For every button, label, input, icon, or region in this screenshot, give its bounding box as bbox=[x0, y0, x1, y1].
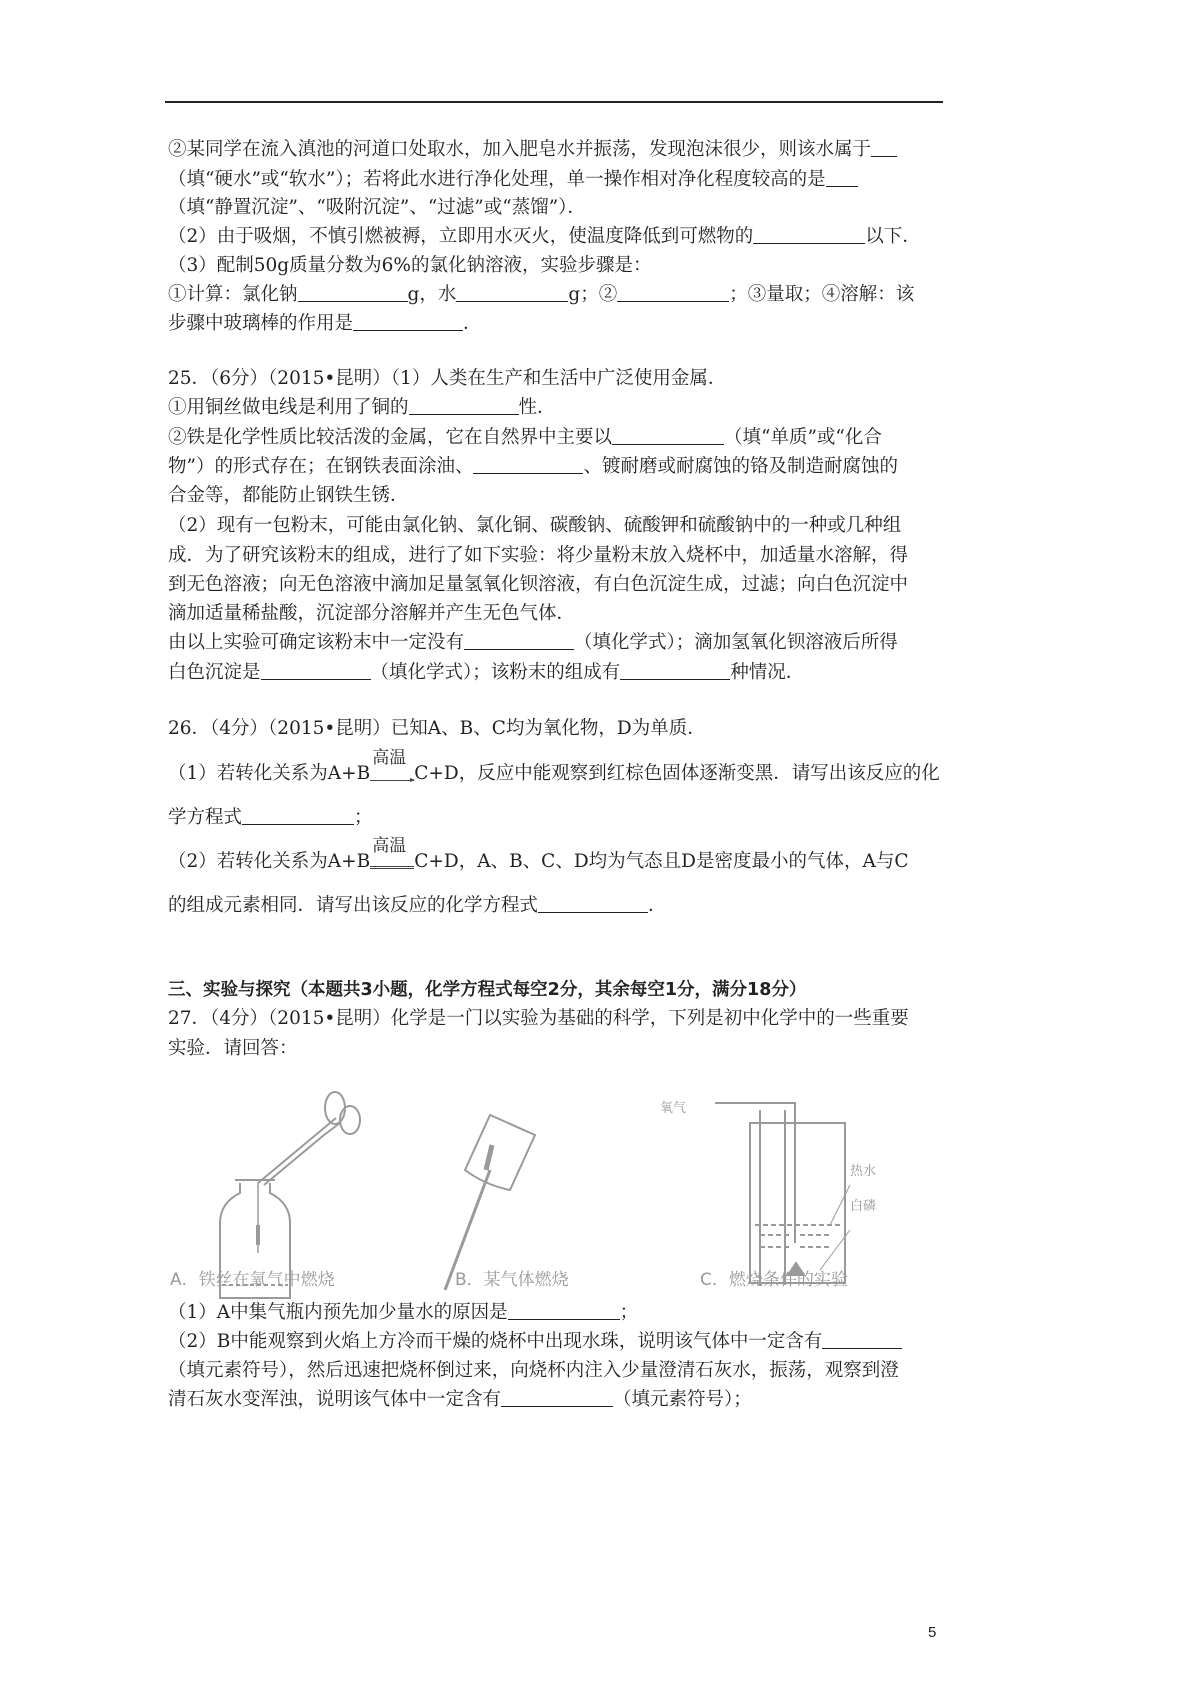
text-segment: ． bbox=[463, 313, 482, 334]
answer-blank bbox=[620, 661, 730, 680]
header-rule bbox=[165, 101, 943, 103]
text-segment: g；② bbox=[568, 284, 618, 305]
text-segment: 到无色溶液；向无色溶液中滴加足量氢氧化钡溶液，有白色沉淀生成，过滤；向白色沉淀中 bbox=[168, 574, 909, 595]
text-line bbox=[168, 836, 909, 874]
text-line bbox=[168, 455, 898, 479]
text-segment: ②铁是化学性质比较活泼的金属，它在自然界中主要以 bbox=[168, 427, 613, 448]
text-segment: 物”）的形式存在；在钢铁表面涂油、 bbox=[168, 456, 474, 477]
answer-blank bbox=[612, 426, 724, 445]
answer-blank bbox=[456, 283, 568, 302]
text-segment: ． bbox=[648, 895, 667, 916]
text-segment: ； bbox=[619, 1302, 639, 1323]
text-segment: 27．（4分）（2015•昆明）化学是一门以实验为基础的科学，下列是初中化学中的一些重要 bbox=[168, 1008, 909, 1029]
text-segment: C+D，反应中能观察到红棕色固体逐渐变黑．请写出该反应的化 bbox=[414, 763, 940, 784]
text-segment: （2）由于吸烟，不慎引燃被褥，立即用水灭火，使温度降低到可燃物的 bbox=[168, 226, 754, 247]
answer-blank bbox=[826, 168, 858, 187]
reaction-condition bbox=[370, 748, 414, 786]
text-line bbox=[168, 283, 914, 307]
answer-blank bbox=[753, 225, 865, 244]
text-segment: 合金等，都能防止钢铁生锈． bbox=[168, 485, 409, 506]
text-segment: g，水 bbox=[407, 284, 457, 305]
text-segment: （填元素符号），然后迅速把烧杯倒过来，向烧杯内注入少量澄清石灰水，振荡，观察到澄 bbox=[168, 1360, 899, 1381]
text-segment: （填化学式）；该粉末的组成有 bbox=[370, 662, 621, 683]
text-line bbox=[168, 426, 882, 450]
answer-blank bbox=[822, 1330, 902, 1349]
text-segment: ①计算：氯化钠 bbox=[168, 284, 298, 305]
text-segment: 三、实验与探究（本题共3小题，化学方程式每空2分，其余每空1分，满分18分） bbox=[168, 980, 807, 1000]
text-line bbox=[168, 225, 921, 249]
text-segment: 26．（4分）（2015•昆明）已知A、B、C均为氧化物，D为单质． bbox=[168, 718, 706, 739]
text-line bbox=[168, 894, 667, 918]
answer-blank bbox=[261, 661, 371, 680]
answer-blank bbox=[409, 396, 519, 415]
text-segment: 以下． bbox=[865, 226, 921, 247]
text-segment: ①用铜丝做电线是利用了铜的 bbox=[168, 397, 409, 418]
answer-blank bbox=[617, 283, 729, 302]
text-segment: 由以上实验可确定该粉末中一定没有 bbox=[168, 632, 465, 653]
text-segment: 滴加适量稀盐酸，沉淀部分溶解并产生无色气体． bbox=[168, 603, 576, 624]
apparatus-c-combustion-conditions bbox=[715, 1103, 850, 1285]
caption-a: A．铁丝在氧气中燃烧 bbox=[170, 1270, 335, 1290]
text-line bbox=[168, 573, 908, 597]
answer-blank bbox=[538, 894, 648, 913]
text-segment: （2）B中能观察到火焰上方冷而干燥的烧杯中出现水珠，说明该气体中一定含有 bbox=[168, 1331, 823, 1352]
text-segment: （1）若转化关系为A+B bbox=[168, 763, 371, 784]
text-segment: 25．（6分）（2015•昆明）（1）人类在生产和生活中广泛使用金属． bbox=[168, 368, 727, 389]
text-line bbox=[168, 367, 726, 391]
answer-blank bbox=[242, 806, 354, 825]
text-segment: 成．为了研究该粉末的组成，进行了如下实验：将少量粉末放入烧杯中，加适量水溶解，得 bbox=[168, 545, 909, 566]
text-line bbox=[168, 1388, 752, 1412]
text-segment: （填“硬水”或“软水”）；若将此水进行净化处理，单一操作相对净化程度较高的是 bbox=[168, 169, 826, 190]
text-line bbox=[168, 168, 858, 192]
text-line bbox=[168, 1007, 909, 1031]
caption-b: B．某气体燃烧 bbox=[455, 1270, 569, 1290]
text-line bbox=[168, 254, 652, 278]
answer-blank bbox=[501, 1388, 613, 1407]
text-line bbox=[168, 1330, 902, 1354]
answer-blank bbox=[353, 312, 463, 331]
text-line bbox=[168, 396, 556, 420]
text-segment: 步骤中玻璃棒的作用是 bbox=[168, 313, 354, 334]
text-line bbox=[168, 1359, 899, 1383]
text-segment: （填“静置沉淀”、“吸附沉淀”、“过滤”或“蒸馏”）． bbox=[168, 197, 586, 218]
text-segment: 白色沉淀是 bbox=[168, 662, 261, 683]
caption-c: C．燃烧条件的实验 bbox=[700, 1270, 848, 1290]
text-segment: 清石灰水变浑浊，说明该气体中一定含有 bbox=[168, 1389, 502, 1410]
text-segment: 实验．请回答： bbox=[168, 1038, 298, 1059]
apparatus-b-gas-burning bbox=[445, 1115, 535, 1290]
condition-text: 高温 bbox=[372, 748, 407, 768]
text-line bbox=[168, 661, 804, 685]
section-heading bbox=[168, 978, 806, 1002]
reaction-condition bbox=[370, 836, 414, 874]
text-line bbox=[168, 806, 373, 830]
text-segment: （2）若转化关系为A+B bbox=[168, 851, 371, 872]
text-segment: ②某同学在流入滇池的河道口处取水，加入肥皂水并振荡，发现泡沫很少，则该水属于 bbox=[168, 139, 872, 160]
text-segment: 的组成元素相同．请写出该反应的化学方程式 bbox=[168, 895, 539, 916]
text-segment: C+D，A、B、C、D均为气态且D是密度最小的气体，A与C bbox=[414, 851, 909, 872]
text-segment: （填“单质”或“化合 bbox=[724, 427, 882, 448]
text-line bbox=[168, 631, 898, 655]
text-line bbox=[168, 196, 586, 220]
text-line bbox=[168, 544, 908, 568]
text-line bbox=[168, 312, 482, 336]
text-segment: （填化学式）；滴加氢氧化钡溶液后所得 bbox=[574, 632, 898, 653]
answer-blank bbox=[473, 455, 583, 474]
condition-text: 高温 bbox=[372, 836, 407, 856]
text-segment: （填元素符号）； bbox=[613, 1389, 752, 1410]
text-segment: ； bbox=[354, 807, 373, 828]
text-line bbox=[168, 602, 575, 626]
text-segment: 种情况． bbox=[730, 662, 805, 683]
equals-sign bbox=[370, 866, 414, 869]
text-segment: （1）A中集气瓶内预先加少量水的原因是 bbox=[168, 1302, 508, 1323]
text-line bbox=[168, 748, 940, 786]
answer-blank bbox=[871, 138, 897, 157]
text-segment: （2）现有一包粉末，可能由氯化钠、氯化铜、碳酸钠、硫酸钾和硫酸钠中的一种或几种组 bbox=[168, 515, 902, 536]
text-line bbox=[168, 717, 706, 741]
text-segment: 性． bbox=[518, 397, 556, 418]
text-segment: ；③量取；④溶解：该 bbox=[729, 284, 915, 305]
text-line bbox=[168, 484, 409, 508]
text-segment: 学方程式 bbox=[168, 807, 243, 828]
text-line bbox=[168, 138, 897, 162]
oxygen-label: 氧气 bbox=[660, 1101, 687, 1116]
hot-water-label: 热水 bbox=[850, 1164, 877, 1179]
white-phosphorus-label: 白磷 bbox=[850, 1199, 877, 1214]
answer-blank bbox=[464, 631, 574, 650]
text-segment: （3）配制50g质量分数为6%的氯化钠溶液，实验步骤是： bbox=[168, 255, 652, 276]
answer-blank bbox=[298, 283, 408, 302]
text-segment: 、镀耐磨或耐腐蚀的铬及制造耐腐蚀的 bbox=[583, 456, 898, 477]
text-line bbox=[168, 514, 901, 538]
page-number: 5 bbox=[928, 1624, 937, 1641]
text-line bbox=[168, 1037, 298, 1061]
arrow-icon bbox=[370, 780, 414, 781]
